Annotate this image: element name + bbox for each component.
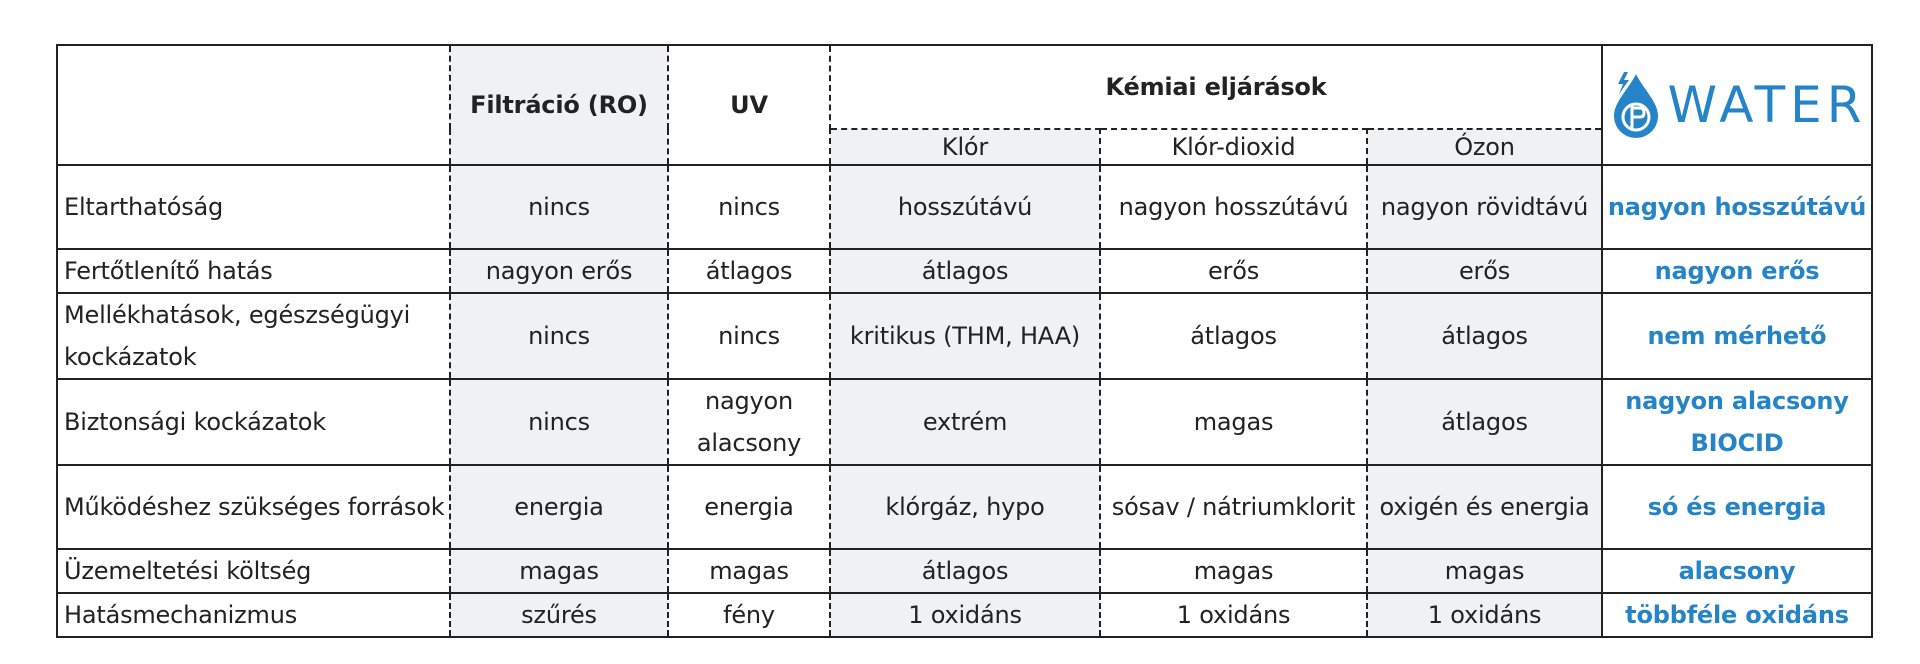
table-row <box>57 165 1872 249</box>
cell-klor: 1 oxidáns <box>830 593 1100 637</box>
cell-water: só és energia <box>1602 465 1872 549</box>
cell-klor: hosszútávú <box>830 165 1100 249</box>
cell-ozon-text: nagyon rövidtávú <box>1380 193 1589 221</box>
cell-filtration: nincs <box>450 165 668 249</box>
cell-klor-dioxid: átlagos <box>1100 293 1367 379</box>
col-header-uv: UV <box>668 45 830 165</box>
table-row <box>57 293 1872 379</box>
cell-ozon: oxigén és energia <box>1367 465 1602 549</box>
cell-water: nagyon alacsony BIOCID <box>1602 379 1872 465</box>
cell-ozon: magas <box>1367 549 1602 593</box>
cell-klor-dioxid: magas <box>1100 549 1367 593</box>
row-label: Üzemeltetési költség <box>57 549 450 593</box>
cell-uv: nagyon alacsony <box>668 379 830 465</box>
cell-klor: klórgáz, hypo <box>830 465 1100 549</box>
cell-filtration: szűrés <box>450 593 668 637</box>
cell-uv: nincs <box>668 165 830 249</box>
cell-klor-dioxid: sósav / nátriumklorit <box>1100 465 1367 549</box>
comparison-table <box>56 44 1873 638</box>
cell-klor-dioxid: magas <box>1100 379 1367 465</box>
cell-uv: fény <box>668 593 830 637</box>
cell-ozon: erős <box>1367 249 1602 293</box>
col-header-filtration: Filtráció (RO) <box>450 45 668 165</box>
water-logo <box>1607 68 1867 142</box>
cell-uv: magas <box>668 549 830 593</box>
row-label: Hatásmechanizmus <box>57 593 450 637</box>
cell-filtration: energia <box>450 465 668 549</box>
sub-header-ozon: Ózon <box>1367 129 1602 165</box>
col-header-chemical: Kémiai eljárások <box>830 45 1602 129</box>
cell-klor: átlagos <box>830 549 1100 593</box>
row-label: Fertőtlenítő hatás <box>57 249 450 293</box>
cell-filtration: nagyon erős <box>450 249 668 293</box>
table-row <box>57 465 1872 549</box>
row-label: Működéshez szükséges források <box>57 465 450 549</box>
cell-water: nem mérhető <box>1602 293 1872 379</box>
row-label: Biztonsági kockázatok <box>57 379 450 465</box>
cell-ozon <box>1367 165 1602 249</box>
corner-cell <box>57 45 450 165</box>
logo-text: WATER <box>1667 76 1867 134</box>
cell-filtration: nincs <box>450 379 668 465</box>
cell-klor: kritikus (THM, HAA) <box>830 293 1100 379</box>
cell-klor: extrém <box>830 379 1100 465</box>
cell-water: nagyon erős <box>1602 249 1872 293</box>
table-row <box>57 249 1872 293</box>
table-row <box>57 593 1872 637</box>
row-label: Eltarthatóság <box>57 165 450 249</box>
cell-ozon: 1 oxidáns <box>1367 593 1602 637</box>
cell-uv: nincs <box>668 293 830 379</box>
cell-filtration: nincs <box>450 293 668 379</box>
brand-header <box>1602 45 1872 165</box>
water-drop-icon <box>1608 68 1664 142</box>
cell-klor-dioxid: nagyon hosszútávú <box>1100 165 1367 249</box>
cell-klor-dioxid: 1 oxidáns <box>1100 593 1367 637</box>
sub-header-klor-dioxid: Klór-dioxid <box>1100 129 1367 165</box>
cell-ozon: átlagos <box>1367 379 1602 465</box>
table-row <box>57 549 1872 593</box>
cell-klor: átlagos <box>830 249 1100 293</box>
cell-klor-dioxid: erős <box>1100 249 1367 293</box>
cell-uv: energia <box>668 465 830 549</box>
row-label: Mellékhatások, egészségügyi kockázatok <box>57 293 450 379</box>
cell-water: alacsony <box>1602 549 1872 593</box>
sub-header-klor: Klór <box>830 129 1100 165</box>
cell-ozon: átlagos <box>1367 293 1602 379</box>
cell-uv: átlagos <box>668 249 830 293</box>
cell-water: többféle oxidáns <box>1602 593 1872 637</box>
table-row <box>57 379 1872 465</box>
cell-filtration: magas <box>450 549 668 593</box>
cell-water: nagyon hosszútávú <box>1602 165 1872 249</box>
